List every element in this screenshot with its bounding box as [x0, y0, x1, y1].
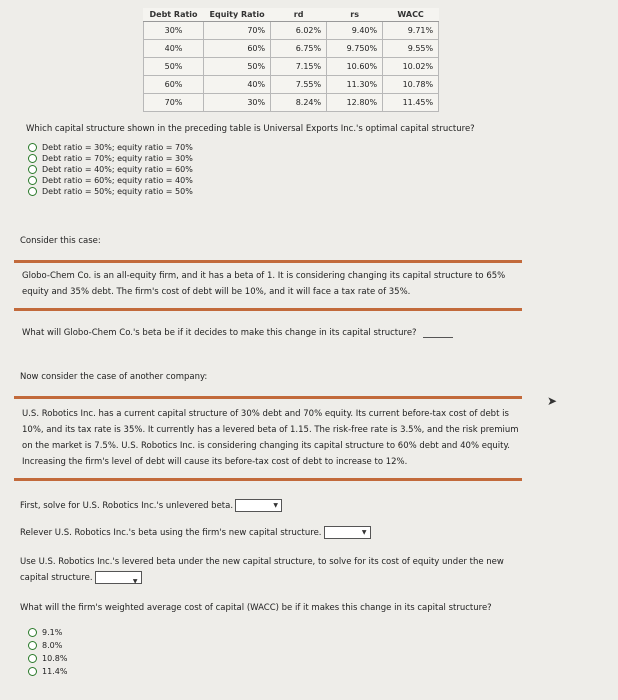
option-label: Debt ratio = 70%; equity ratio = 30% [42, 154, 193, 163]
option-label: Debt ratio = 40%; equity ratio = 60% [42, 165, 193, 174]
table-cell: 9.40% [327, 22, 383, 40]
table-cell: 6.02% [271, 22, 327, 40]
table-row [144, 76, 439, 94]
table-cell: 6.75% [271, 40, 327, 58]
table-cell: 40% [144, 40, 204, 58]
step-relever-beta [20, 526, 371, 539]
table-cell: 10.78% [383, 76, 439, 94]
divider [14, 478, 522, 481]
option-label: Debt ratio = 30%; equity ratio = 70% [42, 143, 193, 152]
answer-blank[interactable] [423, 337, 453, 338]
case-us-robotics: U.S. Robotics Inc. has a current capital structure of 30% debt and 70% equity. Its current before-tax cost of debt is 10%, and its tax rate is 35%. It currently has a levered beta of 1.15. The risk-free rate is 3.5%, and the risk premium on the market is 7.5%. U.S. Robotics Inc. is considering changing its capital structure to 60% debt and 40% equity. Increasing the firm's level of debt will cause its before-tax cost of debt to increase to 12%. [22, 409, 519, 467]
table-cell: 11.45% [383, 94, 439, 112]
case-globo-chem: Globo-Chem Co. is an all-equity firm, and it has a beta of 1. It is considering changing its capital structure to 65% equity and 35% debt. The firm's cost of debt will be 10%, and it will face a tax rate of 35%. [22, 271, 506, 297]
step-cost-of-equity [20, 554, 520, 586]
table-cell: 60% [204, 40, 271, 58]
header-wacc: WACC [383, 8, 439, 22]
chevron-down-icon: ▼ [361, 529, 367, 536]
header-rs: rs [327, 8, 383, 22]
table-cell: 9.71% [383, 22, 439, 40]
divider [14, 260, 522, 263]
table-cell: 40% [204, 76, 271, 94]
table-cell: 30% [144, 22, 204, 40]
option-9-1[interactable] [28, 626, 67, 639]
step-unlevered-beta [20, 499, 282, 512]
relevered-beta-dropdown[interactable] [324, 526, 371, 539]
table-cell: 10.60% [327, 58, 383, 76]
option-10-8[interactable] [28, 652, 67, 665]
radio-icon[interactable] [28, 154, 37, 163]
question-text: What will Globo-Chem Co.'s beta be if it decides to make this change in its capital structure? [22, 328, 417, 338]
radio-icon[interactable] [28, 654, 37, 663]
step-text: First, solve for U.S. Robotics Inc.'s unlevered beta. [20, 501, 234, 511]
radio-icon[interactable] [28, 667, 37, 676]
divider [14, 308, 522, 311]
capital-structure-table [143, 8, 439, 112]
step-text: Use U.S. Robotics Inc.'s levered beta under the new capital structure, to solve for its cost of equity under the new capital structure. [20, 557, 504, 583]
wacc-options [28, 626, 67, 678]
table-cell: 50% [144, 58, 204, 76]
table-row [144, 94, 439, 112]
option-label: 8.0% [42, 641, 63, 650]
divider [14, 396, 522, 399]
cost-of-equity-dropdown[interactable] [95, 571, 142, 584]
option-8-0[interactable] [28, 639, 67, 652]
table-cell: 9.750% [327, 40, 383, 58]
optimal-structure-options [28, 142, 193, 197]
table-cell: 10.02% [383, 58, 439, 76]
option-label: 10.8% [42, 654, 68, 663]
option-label: 9.1% [42, 628, 63, 637]
table-cell: 70% [144, 94, 204, 112]
header-rd: rd [271, 8, 327, 22]
now-consider-heading: Now consider the case of another company: [20, 372, 208, 382]
radio-icon[interactable] [28, 187, 37, 196]
table-cell: 11.30% [327, 76, 383, 94]
table-cell: 30% [204, 94, 271, 112]
step-text: Relever U.S. Robotics Inc.'s beta using the firm's new capital structure. [20, 528, 322, 538]
radio-icon[interactable] [28, 165, 37, 174]
mouse-pointer-icon: ➤ [547, 394, 558, 408]
radio-icon[interactable] [28, 176, 37, 185]
table-cell: 60% [144, 76, 204, 94]
unlevered-beta-dropdown[interactable] [235, 499, 282, 512]
table-cell: 70% [204, 22, 271, 40]
consider-heading: Consider this case: [20, 236, 101, 246]
option-40-60[interactable] [28, 164, 193, 175]
option-50-50[interactable] [28, 186, 193, 197]
question-optimal-structure: Which capital structure shown in the preceding table is Universal Exports Inc.'s optimal capital structure? [26, 124, 475, 134]
option-30-70[interactable] [28, 142, 193, 153]
table-row [144, 22, 439, 40]
option-60-40[interactable] [28, 175, 193, 186]
table-cell: 9.55% [383, 40, 439, 58]
radio-icon[interactable] [28, 143, 37, 152]
table-cell: 50% [204, 58, 271, 76]
radio-icon[interactable] [28, 641, 37, 650]
table-cell: 8.24% [271, 94, 327, 112]
option-11-4[interactable] [28, 665, 67, 678]
chevron-down-icon: ▼ [273, 502, 279, 509]
table-row [144, 58, 439, 76]
question-globo-beta [22, 328, 453, 338]
option-label: Debt ratio = 60%; equity ratio = 40% [42, 176, 193, 185]
option-70-30[interactable] [28, 153, 193, 164]
question-wacc: What will the firm's weighted average cost of capital (WACC) be if it makes this change in its capital structure? [20, 603, 492, 613]
radio-icon[interactable] [28, 628, 37, 637]
table-cell: 12.80% [327, 94, 383, 112]
header-equity-ratio: Equity Ratio [204, 8, 271, 22]
option-label: 11.4% [42, 667, 68, 676]
table-cell: 7.55% [271, 76, 327, 94]
chevron-down-icon: ▼ [132, 578, 138, 585]
table-cell: 7.15% [271, 58, 327, 76]
option-label: Debt ratio = 50%; equity ratio = 50% [42, 187, 193, 196]
header-debt-ratio: Debt Ratio [144, 8, 204, 22]
table-row [144, 40, 439, 58]
